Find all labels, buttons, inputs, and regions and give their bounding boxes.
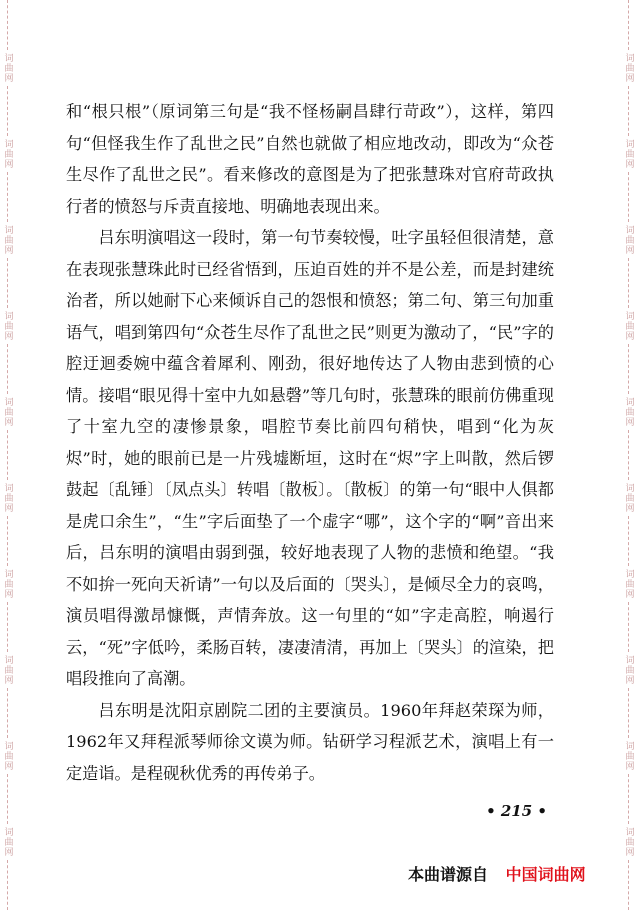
left-watermark-text: 词曲网 (2, 741, 13, 771)
right-margin-dash (628, 860, 629, 910)
right-margin-dash (628, 258, 629, 308)
right-margin-dash (628, 172, 629, 222)
right-watermark-text: 词曲网 (623, 311, 634, 341)
right-watermark-text: 词曲网 (623, 483, 634, 513)
left-margin-dash (7, 430, 8, 480)
right-margin-watermark (621, 0, 635, 910)
page-number: • 215 • (486, 802, 547, 820)
right-watermark-text: 词曲网 (623, 655, 634, 685)
right-margin-dash (628, 688, 629, 738)
left-margin-dash (7, 86, 8, 136)
right-watermark-text: 词曲网 (623, 53, 634, 83)
left-watermark-text: 词曲网 (2, 827, 13, 857)
left-watermark-text: 词曲网 (2, 569, 13, 599)
left-margin-dash (7, 774, 8, 824)
right-margin-dash (628, 0, 629, 50)
left-watermark-text: 词曲网 (2, 311, 13, 341)
paragraph-continued: 和“根只根”（原词第三句是“我不怪杨嗣昌肆行苛政”），这样，第四句“但怪我生作了乱世之民”自然也就做了相应地改动，即改为“众苍生尽作了乱世之民”。看来修改的意图是为了把张慧珠对官府苛政执行者的愤怒与斥责直接地、明确地表现出来。 (66, 102, 554, 216)
left-watermark-text: 词曲网 (2, 483, 13, 513)
left-watermark-text: 词曲网 (2, 139, 13, 169)
site-name-link[interactable]: 中国词曲网 (505, 865, 586, 884)
left-watermark-text: 词曲网 (2, 225, 13, 255)
right-margin-dash (628, 774, 629, 824)
left-margin-dash (7, 860, 8, 910)
paragraph-performer-bio: 吕东明是沈阳京剧院二团的主要演员。1960年拜赵荣琛为师，1962年又拜程派琴师徐文谟为师。钻研学习程派艺术，演唱上有一定造诣。是程砚秋优秀的再传弟子。 (66, 700, 554, 783)
right-margin-dash (628, 344, 629, 394)
right-watermark-text: 词曲网 (623, 741, 634, 771)
left-margin-watermark (0, 0, 14, 910)
paragraph-performance-analysis: 吕东明演唱这一段时，第一句节奏较慢，吐字虽轻但很清楚，意在表现张慧珠此时已经省悟到，压迫百姓的并不是公差，而是封建统治者，所以她耐下心来倾诉自己的怨恨和愤怒；第二句、第三句加重语气，唱到第四句“众苍生尽作了乱世之民”则更为激动了，“民”字的腔迂迴委婉中蕴含着犀利、刚劲，很好地传达了人物由悲到愤的心情。接唱“眼见得十室中九如悬磬”等几句时，张慧珠的眼前仿佛重现了十室九空的凄惨景象，唱腔节奏比前四句稍快，唱到“化为灰烬”时，她的眼前已是一片残墟断垣，这时在“烬”字上叫散，然后锣鼓起〔乱锤〕〔凤点头〕转唱〔散板〕。〔散板〕的第一句“眼中人俱都是虎口余生”，“生”字后面垫了一个虚字“哪”，这个字的“啊”音出来后，吕东明的演唱由弱到强，较好地表现了人物的悲愤和绝望。“我不如拚一死向天祈请”一句以及后面的〔哭头〕，是倾尽全力的哀鸣，演员唱得激昂慷慨，声情奔放。这一句里的“如”字走高腔，响遏行云，“死”字低吟，柔肠百转，凄凄清清，再加上〔哭头〕的渲染，把唱段推向了高潮。 (66, 228, 554, 688)
left-watermark-text: 词曲网 (2, 53, 13, 83)
left-margin-dash (7, 344, 8, 394)
left-watermark-text: 词曲网 (2, 397, 13, 427)
left-margin-dash (7, 602, 8, 652)
source-footer (408, 862, 586, 885)
right-margin-dash (628, 430, 629, 480)
left-margin-dash (7, 688, 8, 738)
left-margin-dash (7, 0, 8, 50)
left-watermark-text: 词曲网 (2, 655, 13, 685)
source-label: 本曲谱源自 (408, 865, 489, 884)
right-watermark-text: 词曲网 (623, 225, 634, 255)
right-margin-dash (628, 602, 629, 652)
right-watermark-text: 词曲网 (623, 139, 634, 169)
left-margin-dash (7, 516, 8, 566)
right-watermark-text: 词曲网 (623, 827, 634, 857)
right-watermark-text: 词曲网 (623, 397, 634, 427)
left-margin-dash (7, 258, 8, 308)
right-watermark-text: 词曲网 (623, 569, 634, 599)
right-margin-dash (628, 86, 629, 136)
right-margin-dash (628, 516, 629, 566)
left-margin-dash (7, 172, 8, 222)
page-body (66, 96, 554, 789)
